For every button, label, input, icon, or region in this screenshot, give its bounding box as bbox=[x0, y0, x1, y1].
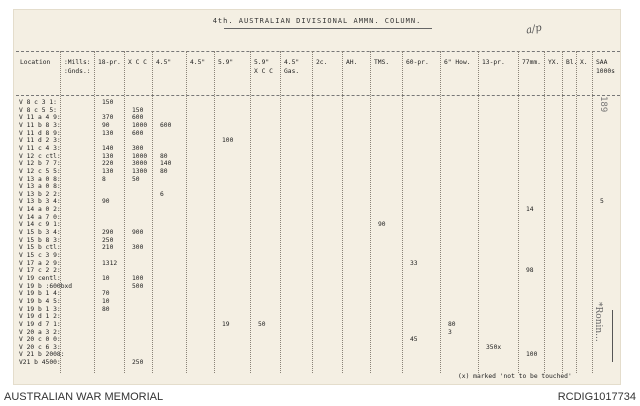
table-cell: 220 bbox=[102, 160, 114, 168]
table-cell: 350x bbox=[486, 343, 502, 351]
column-separator bbox=[312, 51, 313, 373]
table-cell: 98 bbox=[526, 267, 534, 275]
row-location: V 13 a 0 8: bbox=[19, 183, 61, 191]
column-separator bbox=[214, 51, 215, 373]
table-cell: 100 bbox=[222, 137, 234, 145]
table-cell: 600 bbox=[132, 114, 144, 122]
table-cell: 10 bbox=[102, 297, 110, 305]
column-separator bbox=[402, 51, 403, 373]
document-title: 4th. AUSTRALIAN DIVISIONAL AMMN. COLUMN. bbox=[212, 17, 422, 25]
column-separator bbox=[186, 51, 187, 373]
row-location: V 20 a 3 2: bbox=[19, 328, 61, 336]
table-cell: 80 bbox=[160, 167, 168, 175]
column-separator bbox=[94, 51, 95, 373]
row-location: V 19 b 1 3: bbox=[19, 305, 61, 313]
column-header-5_9: 5.9" bbox=[218, 59, 234, 66]
table-cell: 150 bbox=[102, 99, 114, 106]
table-cell: 100 bbox=[526, 351, 538, 359]
column-header-x: X. bbox=[580, 59, 588, 66]
table-cell: 600 bbox=[132, 129, 144, 137]
column-separator bbox=[562, 51, 563, 373]
row-location: V 19 b 1 4: bbox=[19, 290, 61, 298]
table-cell: 250 bbox=[102, 236, 114, 244]
column-header-18pr: 18-pr. bbox=[98, 59, 121, 66]
table-cell: 300 bbox=[132, 144, 144, 152]
table-cell: 45 bbox=[410, 336, 418, 344]
table-cell: 300 bbox=[132, 244, 144, 252]
column-separator bbox=[124, 51, 125, 373]
column-header-bl: Bl. bbox=[566, 59, 578, 66]
row-location: V 13 b 2 2: bbox=[19, 190, 61, 198]
column-separator bbox=[576, 51, 577, 373]
row-location: V 14 a 7 0: bbox=[19, 213, 61, 221]
column-separator bbox=[440, 51, 441, 373]
table-cell: 130 bbox=[102, 152, 114, 160]
table-cell: 290 bbox=[102, 229, 114, 237]
column-header-60pr: 60-pr. bbox=[406, 59, 429, 66]
table-cell: 80 bbox=[102, 305, 110, 313]
column-separator bbox=[592, 51, 593, 373]
row-location: V 15 b 8 3: bbox=[19, 236, 61, 244]
table-cell: 1000 bbox=[132, 152, 148, 160]
row-location: V 17 a 2 9: bbox=[19, 259, 61, 267]
table-top-rule bbox=[16, 51, 620, 52]
column-header-6how: 6" How. bbox=[444, 59, 471, 66]
column-header-saa: SAA 1000s bbox=[596, 59, 615, 75]
archive-name: AUSTRALIAN WAR MEMORIAL bbox=[4, 391, 164, 403]
column-separator bbox=[280, 51, 281, 373]
column-separator bbox=[518, 51, 519, 373]
table-cell: 10 bbox=[102, 274, 110, 282]
column-header-5_9xcc: 5.9" X C C bbox=[254, 59, 273, 75]
column-separator bbox=[370, 51, 371, 373]
row-location: V 11 d 8 9: bbox=[19, 129, 61, 137]
row-location: V 11 b 8 3: bbox=[19, 121, 61, 129]
row-location: V 13 a 0 8: bbox=[19, 175, 61, 183]
row-location: V 11 c 4 3: bbox=[19, 144, 61, 152]
column-separator bbox=[544, 51, 545, 373]
table-cell: 3000 bbox=[132, 160, 148, 168]
column-header-mills: :Mills: :Gnds.: bbox=[64, 59, 91, 75]
table-cell: 370 bbox=[102, 114, 114, 122]
column-separator bbox=[342, 51, 343, 373]
table-cell: 14 bbox=[526, 206, 534, 214]
table-cell: 1000 bbox=[132, 121, 148, 129]
row-location: V 12 c ctl: bbox=[19, 152, 61, 160]
column-header-2c: 2c. bbox=[316, 59, 328, 66]
table-cell: 150 bbox=[132, 106, 144, 114]
table-cell: 250 bbox=[132, 359, 144, 367]
table-cell: 33 bbox=[410, 259, 418, 267]
column-separator bbox=[250, 51, 251, 373]
table-cell: 140 bbox=[102, 144, 114, 152]
table-cell: 50 bbox=[132, 175, 140, 183]
row-location: V 19 d 1 2: bbox=[19, 313, 61, 321]
column-header-xcc: X C C bbox=[128, 59, 147, 66]
table-cell: 900 bbox=[132, 229, 144, 237]
row-location: V 19 d 7 1: bbox=[19, 320, 61, 328]
table-cell: 130 bbox=[102, 129, 114, 137]
table-cell: 8 bbox=[102, 175, 106, 183]
column-header-13pr: 13-pr. bbox=[482, 59, 505, 66]
table-cell: 90 bbox=[378, 221, 386, 229]
table-cell: 1312 bbox=[102, 259, 118, 267]
table-cell: 5 bbox=[600, 198, 604, 206]
table-cell: 90 bbox=[102, 121, 110, 129]
column-header-ah: AH. bbox=[346, 59, 358, 66]
table-cell: 500 bbox=[132, 282, 144, 290]
table-cell: 210 bbox=[102, 244, 114, 252]
row-location: V 15 b ctl: bbox=[19, 244, 61, 252]
document-page bbox=[14, 10, 620, 384]
row-location: V 20 c 6 3: bbox=[19, 343, 61, 351]
table-cell: 130 bbox=[102, 167, 114, 175]
archive-reference: RCDIG1017734 bbox=[557, 391, 636, 403]
row-location: V 21 b 2008: bbox=[19, 351, 65, 359]
row-location: V 13 b 3 4: bbox=[19, 198, 61, 206]
row-location: V 11 a 4 9: bbox=[19, 114, 61, 122]
side-bracket-line bbox=[612, 310, 613, 362]
row-location: V 20 c 0 0: bbox=[19, 336, 61, 344]
table-cell: 70 bbox=[102, 290, 110, 298]
column-header-77mm: 77mm. bbox=[522, 59, 541, 66]
header-rule bbox=[16, 95, 620, 96]
table-cell: 6 bbox=[160, 190, 164, 198]
row-location: V 19 b :600bxd bbox=[19, 282, 73, 290]
column-separator bbox=[478, 51, 479, 373]
row-location: V 17 c 2 2: bbox=[19, 267, 61, 275]
page-number: 189 bbox=[598, 96, 608, 113]
row-location: V 14 a 0 2: bbox=[19, 206, 61, 214]
table-cell: 1300 bbox=[132, 167, 148, 175]
table-cell: 140 bbox=[160, 160, 172, 168]
row-location: V 19 b 4 5: bbox=[19, 297, 61, 305]
table-cell: 80 bbox=[160, 152, 168, 160]
column-header-tms: TMS. bbox=[374, 59, 390, 66]
column-header-yx: YX. bbox=[548, 59, 560, 66]
footnote: (x) marked 'not to be touched' bbox=[458, 373, 572, 380]
row-location: V 15 b 3 4: bbox=[19, 229, 61, 237]
table-cell: 90 bbox=[102, 198, 110, 206]
row-location: V 8 c 3 1: bbox=[19, 99, 57, 106]
column-header-loc: Location bbox=[20, 59, 51, 66]
side-scribble: *Ronin... bbox=[593, 302, 603, 342]
column-separator bbox=[152, 51, 153, 373]
column-header-4_5gas: 4.5" Gas. bbox=[284, 59, 300, 75]
row-location: V 15 c 3 9: bbox=[19, 252, 61, 259]
row-location: V 19 centl: bbox=[19, 274, 61, 282]
table-cell: 80 bbox=[448, 320, 456, 328]
row-location: V 12 b 7 7: bbox=[19, 160, 61, 168]
table-cell: 3 bbox=[448, 328, 452, 336]
row-location: V 12 c 5 5: bbox=[19, 167, 61, 175]
row-location: V 11 d 2 3: bbox=[19, 137, 61, 145]
title-underline bbox=[224, 28, 432, 29]
table-cell: 50 bbox=[258, 320, 266, 328]
row-location: V 14 c 9 1: bbox=[19, 221, 61, 229]
row-location: V21 b 4500: bbox=[19, 359, 61, 367]
table-cell: 100 bbox=[132, 274, 144, 282]
archive-footer bbox=[0, 388, 640, 406]
table-cell: 600 bbox=[160, 121, 172, 129]
handwritten-note: a/p bbox=[525, 22, 543, 37]
column-header-4_5a: 4.5" bbox=[156, 59, 172, 66]
row-location: V 8 c 5 5: bbox=[19, 106, 57, 114]
table-cell: 19 bbox=[222, 320, 230, 328]
column-header-4_5b: 4.5" bbox=[190, 59, 206, 66]
